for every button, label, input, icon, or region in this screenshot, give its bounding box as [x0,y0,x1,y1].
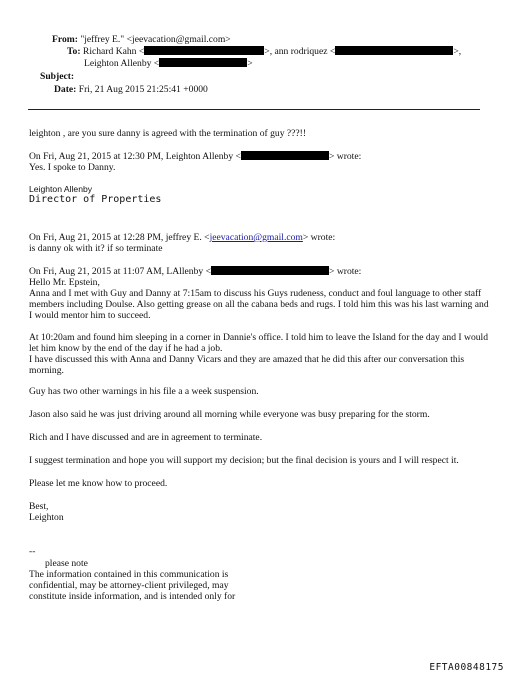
redaction-bar [241,151,329,160]
paragraph-2a: At 10:20am and found him sleeping in a corner in Dannie's office. I told him to leave the Island for the day and I would let him know by the end of the day if he had a job. [29,332,489,354]
footer-line-1: The information contained in this communication is [29,569,229,580]
to-separator: >, [453,46,462,57]
redaction-bar [211,266,329,275]
redaction-bar [159,58,247,67]
quote-prefix: On Fri, Aug 21, 2015 at 11:07 AM, LAllenby < [29,266,212,277]
date-label: Date: [54,84,77,95]
message-body-2: Yes. I spoke to Danny. [29,162,116,173]
from-row [52,34,231,45]
subject-label: Subject: [40,71,75,82]
quote-header-3 [29,232,335,243]
to-recipient-2: >, ann rodriquez < [264,46,336,57]
paragraph-2b: I have discussed this with Anna and Danny Vicars and they are amazed that he did this after our conversation this morning. [29,354,465,376]
quote-suffix: > wrote: [328,151,362,162]
quote-suffix: > wrote: [329,266,362,277]
to-end: > [247,58,253,69]
redaction-bar [144,46,264,55]
to-row [67,46,461,57]
signature-title: Director of Properties [29,194,162,205]
message-body-1: leighton , are you sure danny is agreed with the termination of guy ???!! [29,128,307,139]
signature-separator: -- [29,546,36,557]
to-row-continued [84,58,253,69]
to-recipient-3: Leighton Allenby < [84,58,160,69]
quote-header-2 [29,151,361,162]
quote-prefix: On Fri, Aug 21, 2015 at 12:28 PM, jeffrey E. < [29,232,210,243]
paragraph-6: I suggest termination and hope you will support my decision; but the final decision is yours and I will respect it. [29,455,459,466]
header-divider [28,109,480,110]
footer-line-3: constitute inside information, and is intended only for [29,591,236,602]
date-value: Fri, 21 Aug 2015 21:25:41 +0000 [78,84,208,95]
paragraph-3: Guy has two other warnings in his file a a week suspension. [29,386,259,397]
greeting: Hello Mr. Epstein, [29,277,100,288]
quote-suffix: > wrote: [302,232,336,243]
redaction-bar [335,46,453,55]
from-label: From: [52,34,78,45]
date-row [54,84,208,95]
email-link[interactable]: jeevacation@gmail.com [209,232,303,243]
quote-prefix: On Fri, Aug 21, 2015 at 12:30 PM, Leighton Allenby < [29,151,241,162]
paragraph-4: Jason also said he was just driving around all morning while everyone was busy preparing for the storm. [29,409,430,420]
from-value: "jeffrey E." <jeevacation@gmail.com> [80,34,231,45]
signoff: Leighton [29,512,64,523]
paragraph-5: Rich and I have discussed and are in agreement to terminate. [29,432,263,443]
footer-line-2: confidential, may be attorney-client privileged, may [29,580,229,591]
paragraph-7: Please let me know how to proceed. [29,478,168,489]
paragraph-1: Anna and I met with Guy and Danny at 7:15am to discuss his Guys rudeness, conduct and foul language to other staff members including Doulse. Also getting grease on all the cabana beds and rugs. I told him this was his last warning and I would mentor him to succeed. [29,288,489,321]
quote-header-4 [29,266,361,277]
to-label: To: [67,46,81,57]
footer-note: please note [45,558,88,569]
signature-name: Leighton Allenby [29,184,93,194]
closing: Best, [29,501,49,512]
bates-number: EFTA00848175 [429,662,504,673]
message-body-3: is danny ok with it? if so terminate [29,243,163,254]
to-recipient-1: Richard Kahn < [82,46,145,57]
